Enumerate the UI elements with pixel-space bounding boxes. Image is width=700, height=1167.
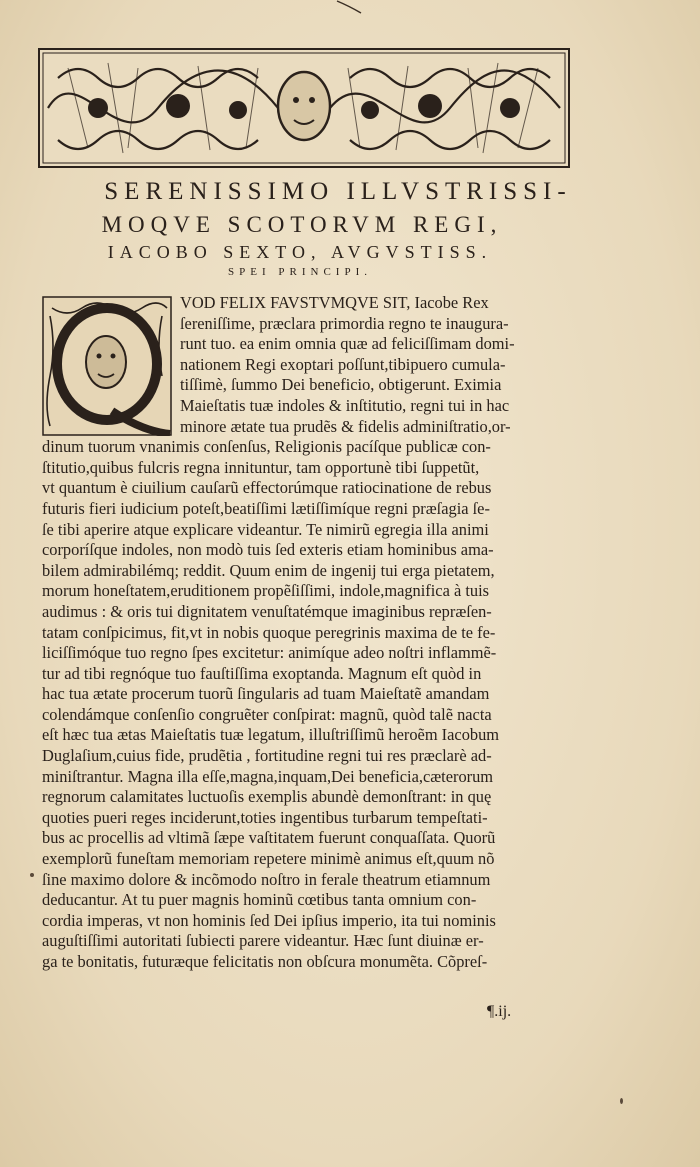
- dedication-heading-line4: SPEI PRINCIPI.: [228, 266, 372, 278]
- text-line: ſtitutio,quibus fulcris regna innituntur, tam opportunè tibi ſuppetũt,: [42, 457, 480, 477]
- text-line: morum honeſtatem,eruditionem propẽſiſſimi, indole,magnifica à tuis: [42, 581, 489, 601]
- text-line: miniſtrantur. Magna illa eſſe,magna,inquam,Dei beneficia,cæterorum: [42, 766, 494, 786]
- text-line: quoties pueri reges inciderunt,toties ingentibus turbarum tempeſtati-: [42, 807, 488, 827]
- text-line: bus ac procellis ad vltimã ſæpe vaſtitatem fuerunt conquaſſata. Quorũ: [42, 828, 496, 848]
- text-line: runt tuo. ea enim omnia quæ ad feliciſſimam domi-: [180, 334, 515, 354]
- text-line: audimus : & oris tui dignitatem venuſtatémque imaginibus repræſen-: [42, 601, 492, 621]
- text-line: hac tua ætate procerum tuorũ ſingularis ad tuam Maieſtatẽ amandam: [42, 684, 490, 704]
- text-line: futuris fieri iudicium poteſt,beatiſſimi lætiſſimíque regni præſagia ſe-: [42, 498, 490, 518]
- paper-speck: [620, 1098, 623, 1104]
- text-line: minore ætate tua prudẽs & fidelis adminiſtratio,or-: [180, 416, 511, 436]
- text-line: deducantur. At tu puer magnis hominũ cœtibus tanta omnium con-: [42, 890, 477, 910]
- text-line: tur ad tibi regnóque tuo fauſtiſſima exoptanda. Magnum eſt quòd in: [42, 663, 482, 683]
- text-line: nationem Regi exoptari poſſunt,tibipuero cumula-: [180, 354, 506, 374]
- text-line: ſine maximo dolore & incõmodo noſtro in ferale theatrum etiamnum: [42, 869, 491, 889]
- text-line: tatam conſpicimus, fit,vt in nobis quoque peregrinis maxima de te fe-: [42, 622, 496, 642]
- signature-mark: ¶.ij.: [487, 1003, 512, 1020]
- page-corner-mark: [335, 0, 365, 14]
- headpiece-ornament: [38, 48, 570, 168]
- text-line: VOD FELIX FAVSTVMQVE SIT, Iacobe Rex: [180, 293, 489, 312]
- text-line: cordia imperas, vt non hominis ſed Dei ipſius imperio, ita tui nominis: [42, 910, 496, 930]
- text-line: bilem admirabilémq; reddit. Quum enim de ingenij tui erga pietatem,: [42, 560, 495, 580]
- dedication-text: [42, 293, 572, 973]
- text-line: vt quantum è ciuilium cauſarũ effectorúmque ratiocinatione de rebus: [42, 478, 492, 498]
- text-line: ſe tibi aperire atque explicare videantur. Te nimirũ egregia illa animi: [42, 519, 489, 539]
- text-line: liciſſimóque tuo regno ſpes excitetur: animíque adeo noſtri inflammẽ-: [42, 643, 497, 663]
- text-line: Duglaſium,cuius fide, prudẽtia , fortitudine regni tui res præclarè ad-: [42, 746, 492, 766]
- text-line: ga te bonitatis, futuræque felicitatis non obſcura monumẽta. Cõpreſ-: [42, 952, 488, 971]
- text-line: auguſtiſſimi autoritati ſubiecti parere videantur. Hæc ſunt diuinæ er-: [42, 931, 484, 951]
- text-line: ſereniſſime, præclara primordia regno te inaugura-: [180, 313, 509, 333]
- dedication-heading-line2: MOQVE SCOTORVM REGI,: [101, 212, 503, 237]
- paper-speck: [30, 873, 34, 877]
- text-line: colendámque conſenſio congruẽter conſpirat: magnũ, quòd talẽ nacta: [42, 704, 492, 724]
- text-line: Maieſtatis tuæ indoles & inſtitutio, regni tui in hac: [180, 395, 510, 415]
- text-line: tiſſimè, ſummo Dei beneficio, obtigerunt. Eximia: [180, 375, 502, 395]
- text-line: exemplorũ funeſtam memoriam repetere minimè animus eſt,quum nõ: [42, 849, 495, 869]
- text-line: regnorum calamitates luctuoſis exemplis abundè demonſtrant: in quę: [42, 787, 492, 807]
- text-line: corporíſque indoles, non modò tuis ſed exteris etiam hominibus ama-: [42, 540, 494, 560]
- text-line: dinum tuorum vnanimis conſenſus, Religionis pacíſque publicæ con-: [42, 437, 491, 457]
- text-line: eſt hæc tua ætas Maieſtatis tuæ legatum, illuſtriſſimũ heroẽm Iacobum: [42, 725, 500, 745]
- dedication-heading-line3: IACOBO SEXTO, AVGVSTISS.: [107, 242, 493, 262]
- dedication-heading-line1: SERENISSIMO ILLVSTRISSI-: [104, 178, 572, 205]
